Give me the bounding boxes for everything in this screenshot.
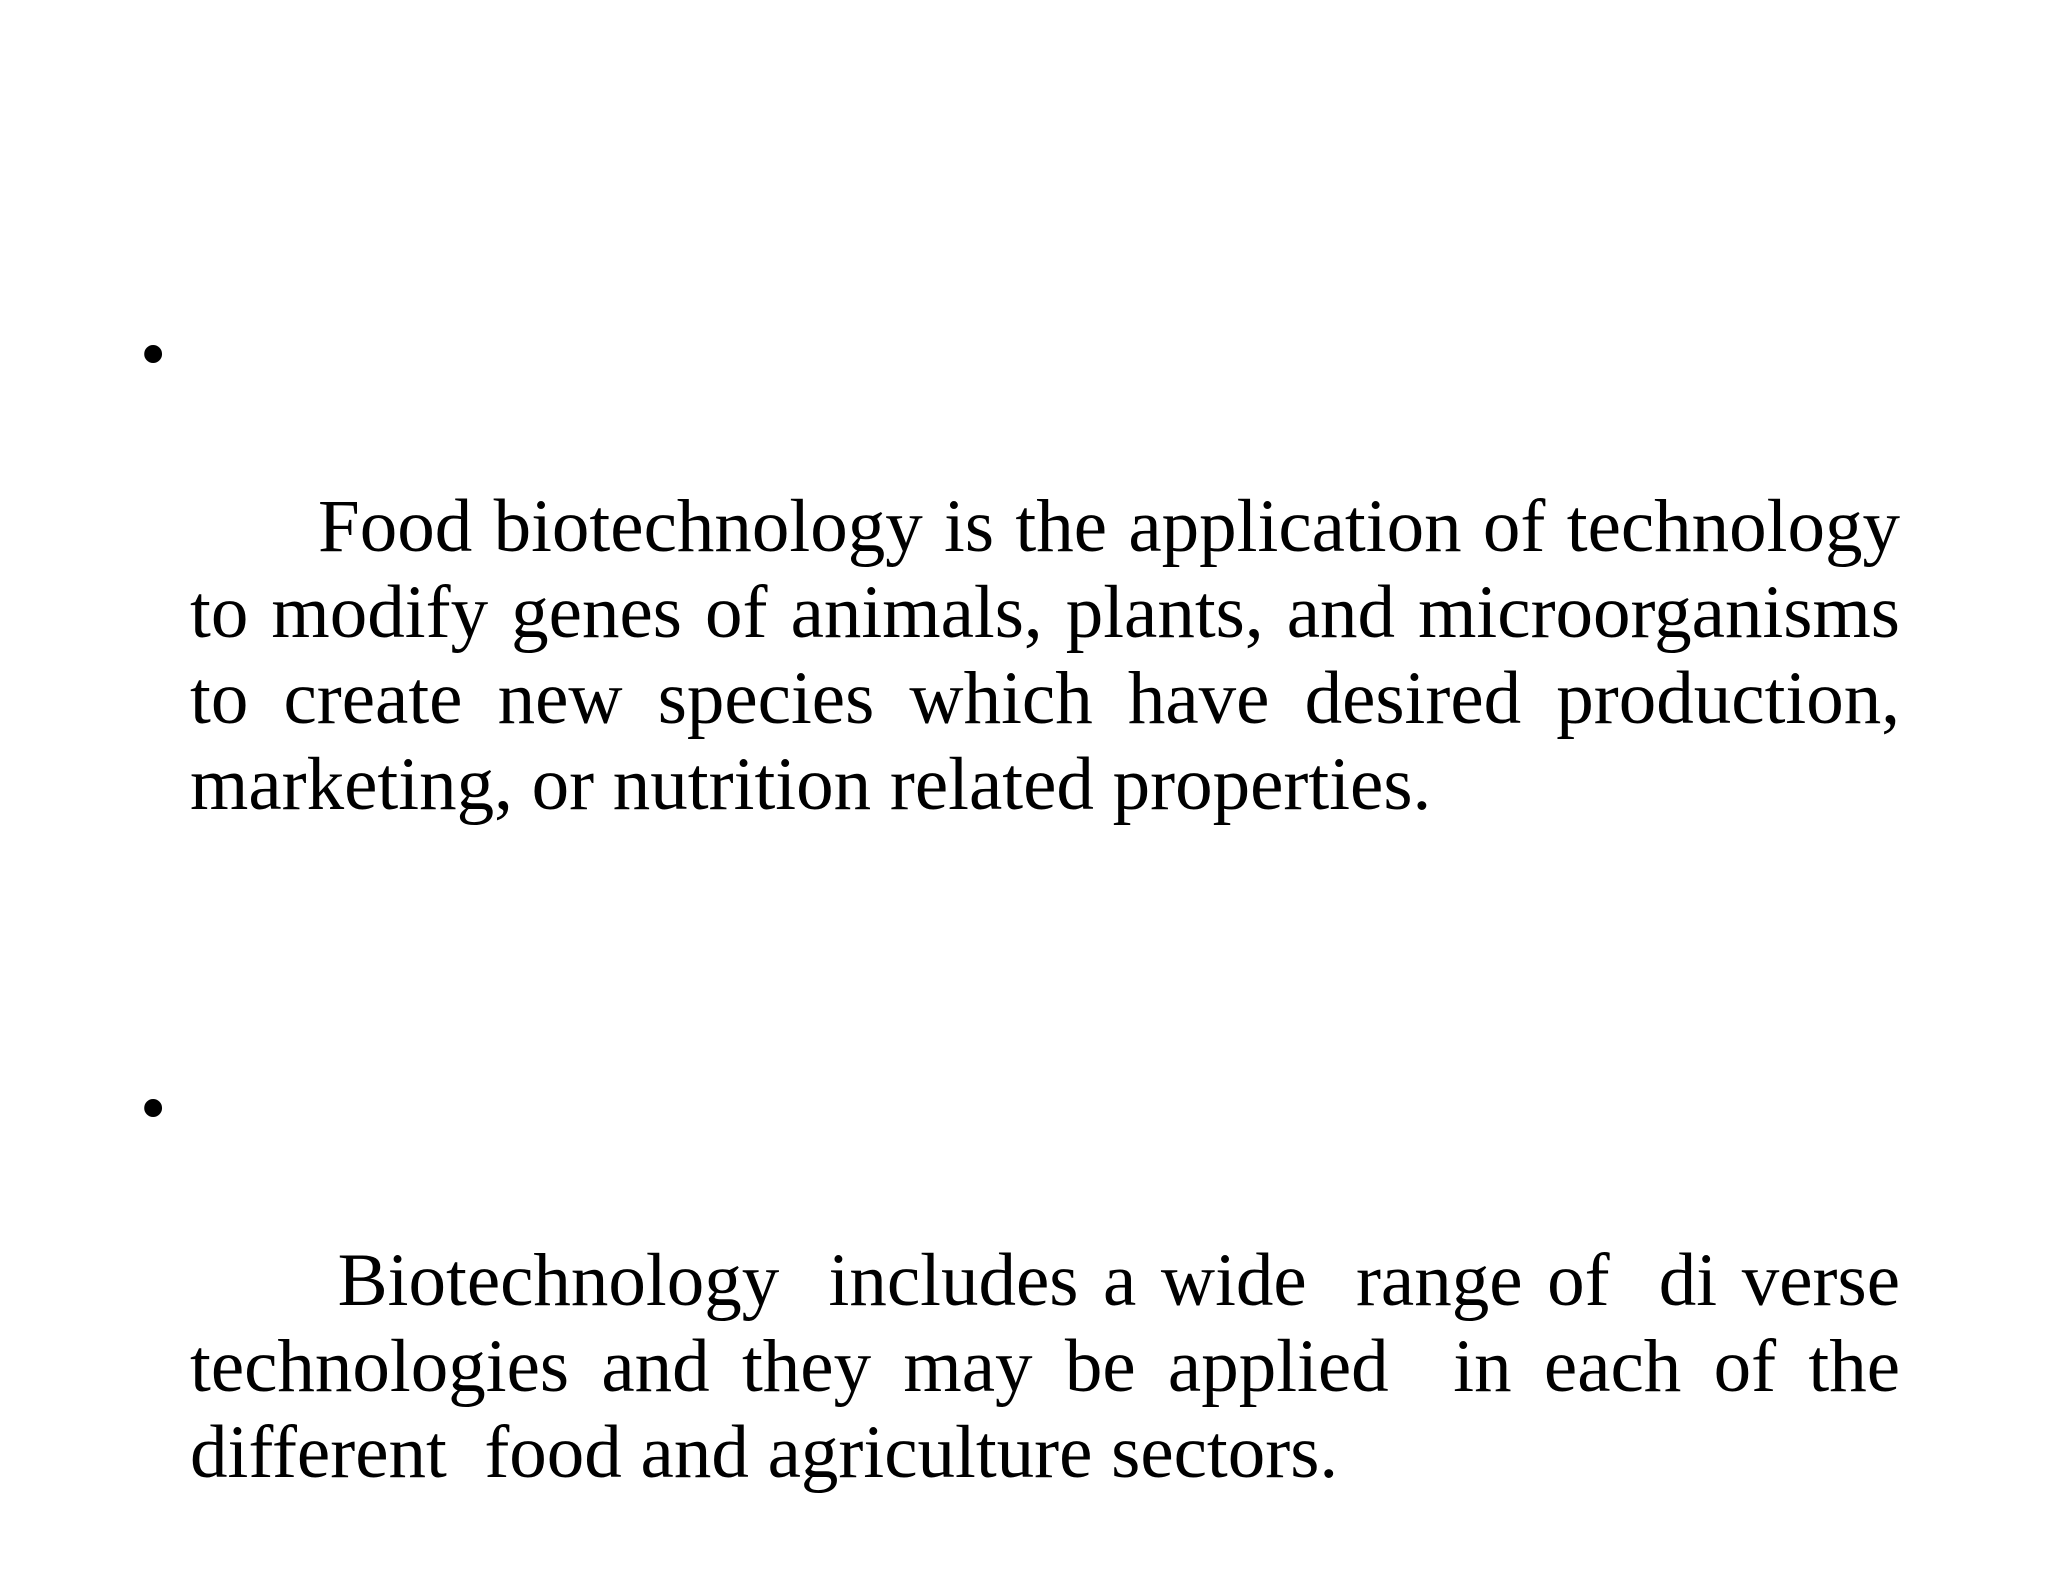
bullet-text: Food biotechnology is the application of technology to modify genes of animals, plants, and microorganisms to create new species which have desired production, marketing, or nutrition related properties. bbox=[190, 485, 1919, 826]
bullet-list bbox=[140, 312, 1919, 1582]
bullet-item-food-biotechnology bbox=[140, 312, 1919, 914]
bullet-marker: • bbox=[140, 313, 167, 396]
bullet-marker: • bbox=[140, 1067, 167, 1150]
bullet-item-biotechnology-range bbox=[140, 1066, 1919, 1582]
bullet-text: Biotechnology includes a wide range of di verse technologies and they may be applied in each of the different food and agriculture sectors. bbox=[190, 1239, 1919, 1494]
